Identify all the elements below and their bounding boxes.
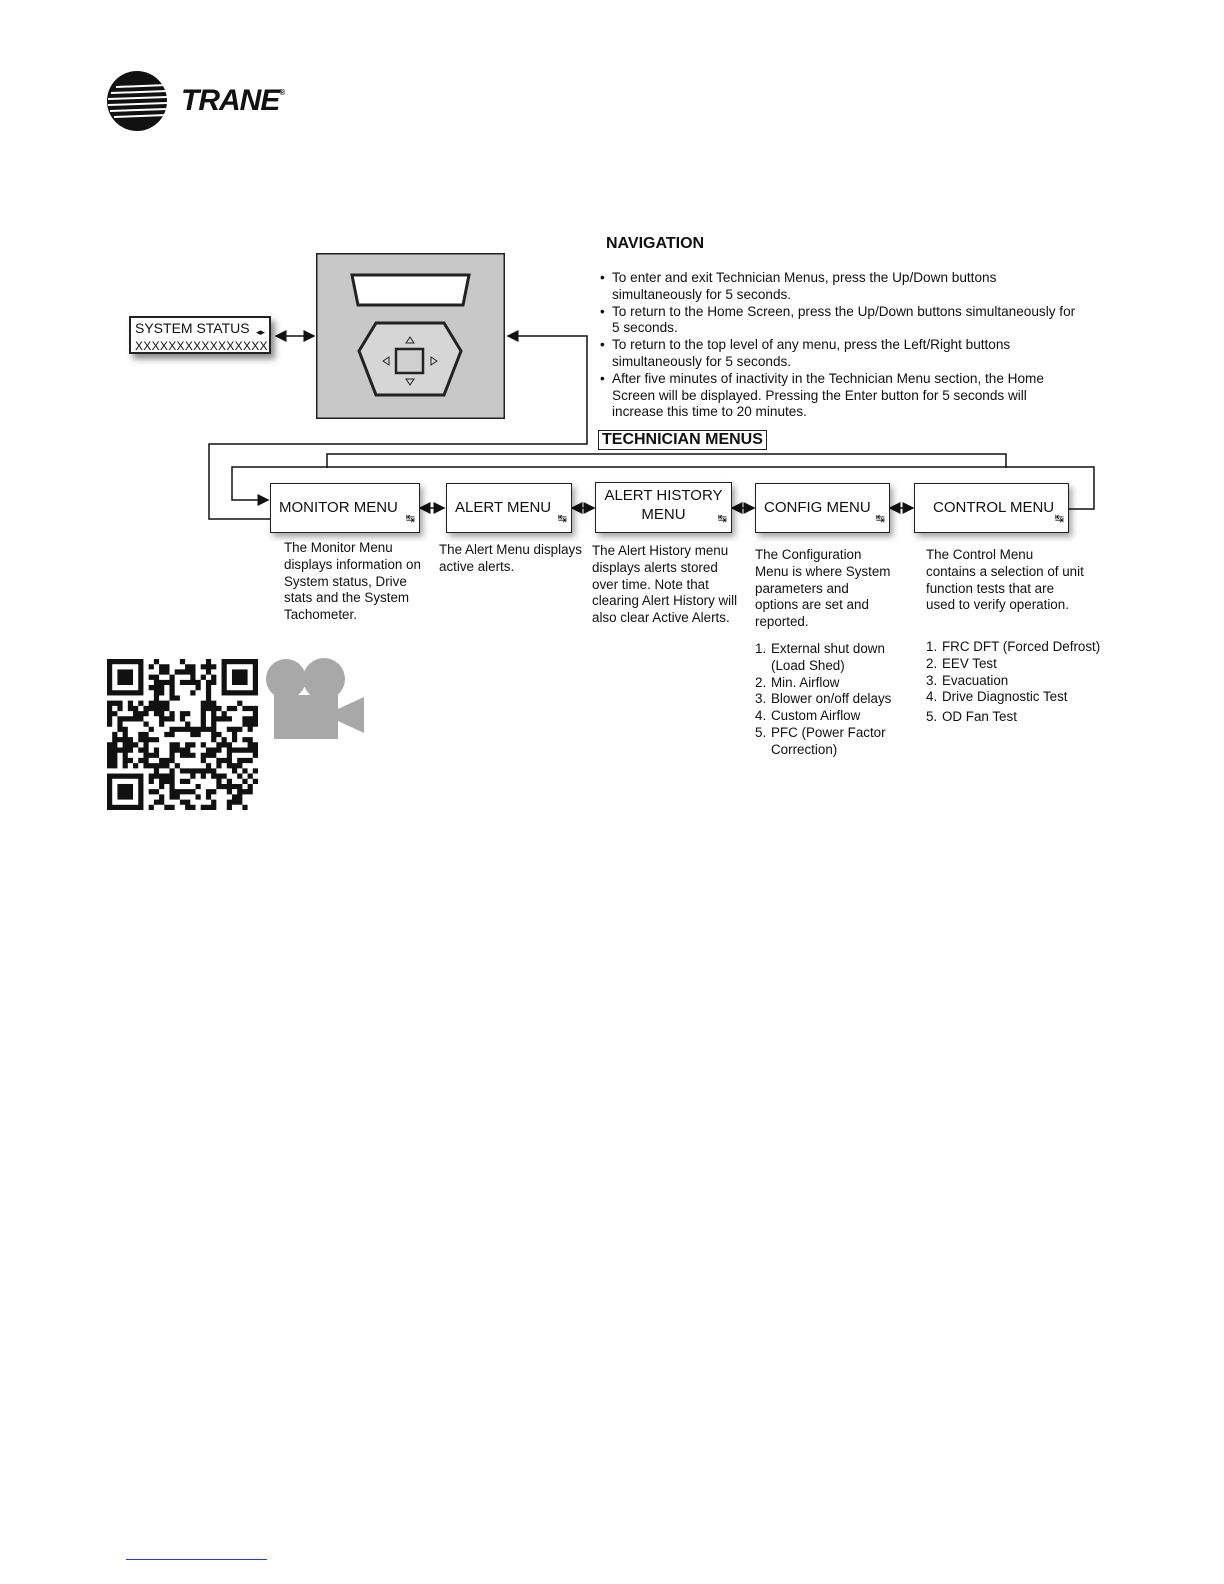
monitor-menu-label: MONITOR MENU xyxy=(279,499,398,516)
alert-history-menu-description: The Alert History menu displays alerts stored over time. Note that clearing Alert History will also clear Active Alerts. xyxy=(592,543,738,626)
footer-link-underline xyxy=(126,1559,267,1560)
list-item: 1. External shut down (Load Shed) xyxy=(755,641,885,673)
list-item: 4. Custom Airflow xyxy=(755,708,861,724)
alert-history-menu-label-2: MENU xyxy=(641,506,686,523)
alert-menu-description: The Alert Menu displays active alerts. xyxy=(439,542,582,574)
navigation-item: • To return to the top level of any menu, press the Left/Right buttons simultaneously for 5 seconds. xyxy=(598,337,1078,371)
up-down-arrows-icon: ↹ xyxy=(557,513,567,525)
list-item: 5. PFC (Power Factor Correction) xyxy=(755,724,886,757)
video-camera-icon[interactable] xyxy=(264,657,366,741)
system-status-line2: XXXXXXXXXXXXXXXX xyxy=(135,339,268,353)
brand-wordmark: TRANE® xyxy=(181,84,285,117)
config-options-list xyxy=(755,641,915,759)
control-menu-box xyxy=(914,483,1069,533)
config-menu-label: CONFIG MENU xyxy=(764,499,871,516)
list-item: 4. Drive Diagnostic Test xyxy=(926,689,1068,705)
list-item: 5. OD Fan Test xyxy=(926,709,1017,725)
system-status-line1: SYSTEM STATUS xyxy=(135,320,250,336)
list-item: 3. Evacuation xyxy=(926,672,1009,688)
up-down-arrows-icon: ↹ xyxy=(875,513,885,525)
alert-history-menu-box xyxy=(595,482,732,533)
config-menu-box xyxy=(755,483,890,533)
list-item: 3. Blower on/off delays xyxy=(755,691,892,707)
technician-menus-label: TECHNICIAN MENUS xyxy=(598,430,767,450)
control-tests-list xyxy=(926,639,1126,726)
navigation-item: • After five minutes of inactivity in the Technician Menu section, the Home Screen will be displayed. Pressing the Enter button for 5 seconds will increase this time to 20 minutes. xyxy=(598,371,1078,421)
monitor-menu-box xyxy=(270,483,420,533)
navigation-item: • To return to the Home Screen, press the Up/Down buttons simultaneously for 5 seconds. xyxy=(598,304,1078,338)
monitor-menu-description: The Monitor Menu displays information on System status, Drive stats and the System Tachometer. xyxy=(284,540,421,623)
list-item: 2. EEV Test xyxy=(926,655,997,671)
list-item: 1. FRC DFT (Forced Defrost) xyxy=(926,639,1101,654)
navigation-item: • To enter and exit Technician Menus, press the Up/Down buttons simultaneously for 5 seconds. xyxy=(598,270,1078,304)
system-status-display xyxy=(129,316,271,354)
up-down-arrows-icon: ↹ xyxy=(1054,513,1064,525)
alert-history-menu-label: ALERT HISTORY xyxy=(604,487,723,504)
config-menu-description: The Configuration Menu is where System parameters and options are set and reported. xyxy=(755,547,891,630)
control-menu-description: The Control Menu contains a selection of unit function tests that are used to verify operation. xyxy=(926,547,1084,613)
list-item: 2. Min. Airflow xyxy=(755,674,840,690)
alert-menu-box xyxy=(446,483,572,533)
alert-menu-label: ALERT MENU xyxy=(455,499,552,516)
control-menu-label: CONTROL MENU xyxy=(933,499,1055,516)
qr-code-icon[interactable] xyxy=(107,659,258,810)
up-down-arrows-icon: ↹ xyxy=(405,513,415,525)
control-panel xyxy=(316,253,505,419)
navigation-title: NAVIGATION xyxy=(606,235,705,252)
up-down-arrows-icon: ◂▸ xyxy=(255,327,265,337)
up-down-arrows-icon: ↹ xyxy=(717,513,727,525)
